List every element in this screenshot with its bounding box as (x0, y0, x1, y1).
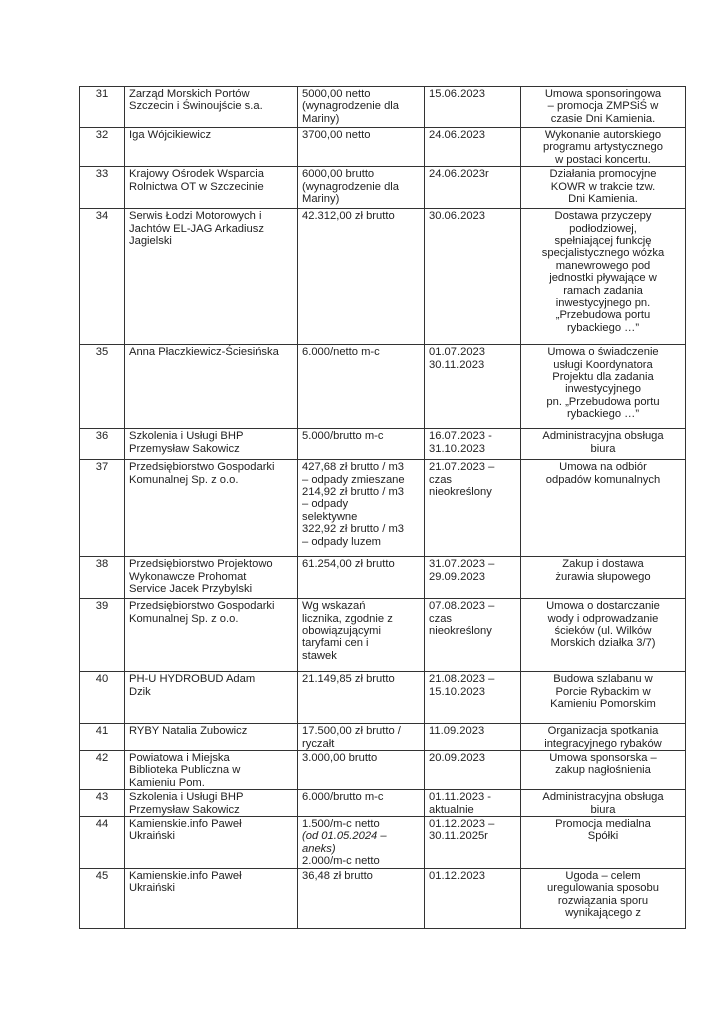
cell-line: 17.500,00 zł brutto / (302, 725, 401, 738)
cell-line: biura (590, 803, 616, 816)
date-cell (425, 128, 521, 167)
cell-line: 427,68 zł brutto / m3 (302, 461, 404, 474)
cell-line: aneks) (302, 842, 336, 855)
cell-line: Przemysław Sakowicz (129, 803, 240, 816)
contractor-cell (125, 817, 298, 869)
cell-line: w postaci koncertu. (555, 153, 651, 166)
row-number: 32 (80, 128, 125, 167)
cell-line: Przedsiębiorstwo Gospodarki (129, 600, 275, 613)
cell-line: 1.500/m-c netto (302, 818, 380, 831)
row-number: 34 (80, 209, 125, 345)
cell-line: Wg wskazań (302, 600, 366, 613)
table-row (80, 751, 686, 790)
cell-line: Przedsiębiorstwo Gospodarki (129, 461, 275, 474)
cell-line: jednostki pływające w (549, 272, 657, 285)
amount-cell (298, 429, 425, 460)
subject-cell (521, 128, 686, 167)
cell-line: 15.10.2023 (429, 685, 485, 698)
contractor-cell (125, 429, 298, 460)
cell-line: Przedsiębiorstwo Projektowo (129, 558, 273, 571)
cell-line: inwestycyjnego pn. (555, 297, 651, 310)
contracts-table-body (80, 87, 686, 929)
cell-line: Umowa o dostarczanie (546, 600, 660, 613)
cell-line: 11.09.2023 (429, 725, 485, 738)
cell-line: nieokreślony (429, 625, 492, 638)
cell-line: Komunalnej Sp. z o.o. (129, 473, 239, 486)
cell-line: KOWR w trakcie tzw. (550, 180, 656, 193)
subject-cell (521, 429, 686, 460)
amount-cell (298, 751, 425, 790)
cell-line: Umowa na odbiór (559, 461, 647, 474)
cell-line: Powiatowa i Miejska (129, 752, 230, 765)
subject-cell (521, 751, 686, 790)
cell-line: Kamieniu Pom. (129, 776, 205, 789)
cell-line: Kamienskie.info Paweł (129, 869, 242, 882)
subject-cell (521, 724, 686, 751)
table-row (80, 128, 686, 167)
date-cell (425, 345, 521, 429)
amount-cell (298, 167, 425, 209)
date-cell (425, 167, 521, 209)
cell-line: 6.000/brutto m-c (302, 791, 384, 804)
cell-line: rozwiązania sporu (557, 894, 649, 907)
cell-line: Mariny) (302, 112, 340, 125)
amount-cell (298, 724, 425, 751)
amount-cell (298, 87, 425, 128)
subject-cell (521, 868, 686, 928)
cell-line: 01.11.2023 - (429, 791, 491, 804)
cell-line: 01.12.2023 (429, 869, 485, 882)
amount-cell (298, 209, 425, 345)
cell-line: 30.11.2025r (429, 830, 488, 843)
cell-line: selektywne (302, 510, 358, 523)
date-cell (425, 87, 521, 128)
row-number: 39 (80, 599, 125, 672)
cell-line: Szkolenia i Usługi BHP (129, 430, 244, 443)
table-row (80, 429, 686, 460)
cell-line: rybackiego …” (566, 408, 640, 421)
contractor-cell (125, 557, 298, 599)
cell-line: Mariny) (302, 193, 340, 206)
cell-line: 3700,00 netto (302, 129, 371, 141)
date-cell (425, 460, 521, 557)
cell-line: Budowa szlabanu w (553, 673, 653, 686)
cell-line: 16.07.2023 - (429, 430, 492, 443)
contractor-cell (125, 790, 298, 817)
row-number: 33 (80, 167, 125, 209)
cell-line: Umowa sponsorska – (549, 752, 657, 765)
cell-line: rybackiego …” (566, 321, 640, 334)
date-cell (425, 672, 521, 724)
cell-line: specjalistycznego wózka (541, 247, 665, 260)
cell-line: Komunalnej Sp. z o.o. (129, 612, 239, 625)
cell-line: Dostawa przyczepy (554, 210, 652, 223)
amount-cell (298, 817, 425, 869)
date-cell (425, 751, 521, 790)
cell-line: nieokreślony (429, 486, 492, 499)
cell-line: Umowa o świadczenie (547, 346, 659, 359)
table-row (80, 209, 686, 345)
cell-line: Administracyjna obsługa (542, 791, 664, 804)
cell-line: Działania promocyjne (549, 168, 657, 181)
cell-line: czas (429, 612, 453, 625)
contractor-cell (125, 167, 298, 209)
cell-line: – odpady luzem (302, 535, 381, 548)
cell-line: 01.07.2023 (429, 346, 485, 359)
table-row (80, 460, 686, 557)
cell-line: RYBY Natalia Zubowicz (129, 725, 248, 738)
cell-line: żurawia słupowego (555, 570, 651, 583)
cell-line: 01.12.2023 – (429, 818, 495, 831)
cell-line: – promocja ZMPSiŚ w (547, 100, 659, 113)
contractor-cell (125, 599, 298, 672)
cell-line: Morskich działka 3/7) (550, 637, 656, 650)
cell-line: 24.06.2023 (429, 129, 485, 141)
cell-line: biura (590, 442, 616, 455)
row-number: 44 (80, 817, 125, 869)
cell-line: Ugoda – celem (565, 869, 641, 882)
cell-line: Jagielski (129, 235, 172, 248)
row-number: 35 (80, 345, 125, 429)
cell-line: Wykonanie autorskiego (544, 129, 662, 141)
cell-line: 21.149,85 zł brutto (302, 673, 395, 686)
cell-line: aktualnie (429, 803, 474, 816)
date-cell (425, 817, 521, 869)
cell-line: Zakup i dostawa (562, 558, 644, 571)
row-number: 41 (80, 724, 125, 751)
cell-line: spełniającej funkcję (554, 235, 652, 248)
cell-line: odpadów komunalnych (545, 473, 661, 486)
cell-line: 36,48 zł brutto (302, 869, 373, 882)
cell-line: licznika, zgodnie z (302, 612, 393, 625)
subject-cell (521, 672, 686, 724)
cell-line: 21.07.2023 – (429, 461, 495, 474)
cell-line: ścieków (ul. Wilków (554, 625, 652, 638)
cell-line: Zarząd Morskich Portów (129, 88, 250, 100)
row-number: 37 (80, 460, 125, 557)
cell-line: 20.09.2023 (429, 752, 485, 765)
cell-line: Service Jacek Przybylski (129, 583, 253, 596)
date-cell (425, 724, 521, 751)
subject-cell (521, 557, 686, 599)
cell-line: 07.08.2023 – (429, 600, 495, 613)
cell-line: inwestycyjnego (565, 383, 641, 396)
row-number: 38 (80, 557, 125, 599)
cell-line: Promocja medialna (555, 818, 651, 831)
cell-line: 3.000,00 brutto (302, 752, 378, 765)
cell-line: 2.000/m-c netto (302, 855, 380, 868)
cell-line: 24.06.2023r (429, 168, 489, 181)
contractor-cell (125, 460, 298, 557)
row-number: 45 (80, 868, 125, 928)
cell-line: Ukraiński (129, 882, 176, 895)
contractor-cell (125, 724, 298, 751)
cell-line: Umowa sponsoringowa (544, 88, 662, 100)
cell-line: PH-U HYDROBUD Adam (129, 673, 256, 686)
amount-cell (298, 460, 425, 557)
cell-line: manewrowego pod (555, 259, 651, 272)
cell-line: Iga Wójcikiewicz (129, 129, 212, 141)
row-number: 31 (80, 87, 125, 128)
row-number: 40 (80, 672, 125, 724)
subject-cell (521, 790, 686, 817)
date-cell (425, 790, 521, 817)
cell-line: integracyjnego rybaków (544, 737, 662, 750)
cell-line: 30.11.2023 (429, 358, 485, 371)
cell-line: Dni Kamienia. (568, 193, 638, 206)
amount-cell (298, 599, 425, 672)
cell-line: 322,92 zł brutto / m3 (302, 523, 404, 536)
amount-cell (298, 557, 425, 599)
cell-line: Jachtów EL-JAG Arkadiusz (129, 222, 264, 235)
row-number: 42 (80, 751, 125, 790)
cell-line: 214,92 zł brutto / m3 (302, 486, 404, 499)
row-number: 36 (80, 429, 125, 460)
cell-line: – odpady (302, 498, 349, 511)
date-cell (425, 429, 521, 460)
cell-line: 61.254,00 zł brutto (302, 558, 395, 571)
amount-cell (298, 672, 425, 724)
cell-line: Kamieniu Pomorskim (550, 698, 656, 711)
cell-line: Dzik (129, 685, 151, 698)
date-cell (425, 868, 521, 928)
cell-line: „Przebudowa portu (555, 309, 651, 322)
cell-line: Kamienskie.info Paweł (129, 818, 242, 831)
cell-line: – odpady zmieszane (302, 473, 405, 486)
amount-cell (298, 790, 425, 817)
cell-line: wody i odprowadzanie (547, 612, 659, 625)
cell-line: obowiązującymi (302, 625, 381, 638)
cell-line: zakup nagłośnienia (555, 764, 651, 777)
table-row (80, 790, 686, 817)
table-row (80, 345, 686, 429)
row-number: 43 (80, 790, 125, 817)
cell-line: czasie Dni Kamienia. (550, 112, 656, 125)
subject-cell (521, 345, 686, 429)
contractor-cell (125, 128, 298, 167)
cell-line: 29.09.2023 (429, 570, 485, 583)
contractor-cell (125, 672, 298, 724)
contractor-cell (125, 87, 298, 128)
cell-line: ramach zadania (563, 284, 643, 297)
table-row (80, 87, 686, 128)
date-cell (425, 209, 521, 345)
cell-line: 31.10.2023 (429, 442, 485, 455)
amount-cell (298, 128, 425, 167)
table-row (80, 817, 686, 869)
cell-line: (wynagrodzenie dla (302, 180, 400, 193)
cell-line: (od 01.05.2024 – (302, 830, 387, 843)
table-row (80, 672, 686, 724)
cell-line: uregulowania sposobu (547, 882, 659, 895)
cell-line: Serwis Łodzi Motorowych i (129, 210, 262, 223)
amount-cell (298, 868, 425, 928)
table-row (80, 599, 686, 672)
cell-line: 6000,00 brutto (302, 168, 375, 181)
cell-line: 42.312,00 zł brutto (302, 210, 395, 223)
cell-line: wynikającego z (565, 906, 641, 919)
cell-line: 31.07.2023 – (429, 558, 495, 571)
cell-line: Anna Płaczkiewicz-Ściesińska (129, 346, 279, 359)
cell-line: czas (429, 473, 453, 486)
subject-cell (521, 87, 686, 128)
cell-line: Przemysław Sakowicz (129, 442, 240, 455)
cell-line: Wykonawcze Prohomat (129, 570, 247, 583)
cell-line: Organizacja spotkania (547, 725, 659, 738)
cell-line: 5000,00 netto (302, 88, 371, 100)
cell-line: Porcie Rybackim w (555, 685, 651, 698)
cell-line: ryczałt (302, 737, 335, 750)
table-row (80, 868, 686, 928)
subject-cell (521, 817, 686, 869)
subject-cell (521, 599, 686, 672)
table-row (80, 724, 686, 751)
cell-line: Ukraiński (129, 830, 176, 843)
cell-line: usługi Koordynatora (553, 358, 653, 371)
cell-line: Szkolenia i Usługi BHP (129, 791, 244, 804)
cell-line: taryfami cen i (302, 637, 369, 650)
contractor-cell (125, 751, 298, 790)
cell-line: 21.08.2023 – (429, 673, 495, 686)
cell-line: programu artystycznego (542, 141, 663, 154)
cell-line: Projektu dla zadania (552, 371, 654, 384)
cell-line: 5.000/brutto m-c (302, 430, 384, 443)
contractor-cell (125, 209, 298, 345)
cell-line: Administracyjna obsługa (542, 430, 664, 443)
cell-line: Krajowy Ośrodek Wsparcia (129, 168, 264, 181)
cell-line: Spółki (587, 830, 619, 843)
date-cell (425, 557, 521, 599)
contractor-cell (125, 868, 298, 928)
cell-line: 15.06.2023 (429, 88, 485, 100)
subject-cell (521, 460, 686, 557)
contracts-table (79, 86, 686, 929)
table-row (80, 557, 686, 599)
cell-line: Biblioteka Publiczna w (129, 764, 241, 777)
cell-line: pn. „Przebudowa portu (546, 395, 660, 408)
cell-line: 6.000/netto m-c (302, 346, 380, 359)
amount-cell (298, 345, 425, 429)
subject-cell (521, 167, 686, 209)
cell-line: 30.06.2023 (429, 210, 485, 223)
cell-line: stawek (302, 649, 337, 662)
date-cell (425, 599, 521, 672)
contractor-cell (125, 345, 298, 429)
cell-line: Rolnictwa OT w Szczecinie (129, 180, 264, 193)
cell-line: (wynagrodzenie dla (302, 100, 400, 113)
cell-line: Szczecin i Świnoujście s.a. (129, 100, 263, 113)
table-row (80, 167, 686, 209)
cell-line: podłodziowej, (569, 222, 637, 235)
subject-cell (521, 209, 686, 345)
